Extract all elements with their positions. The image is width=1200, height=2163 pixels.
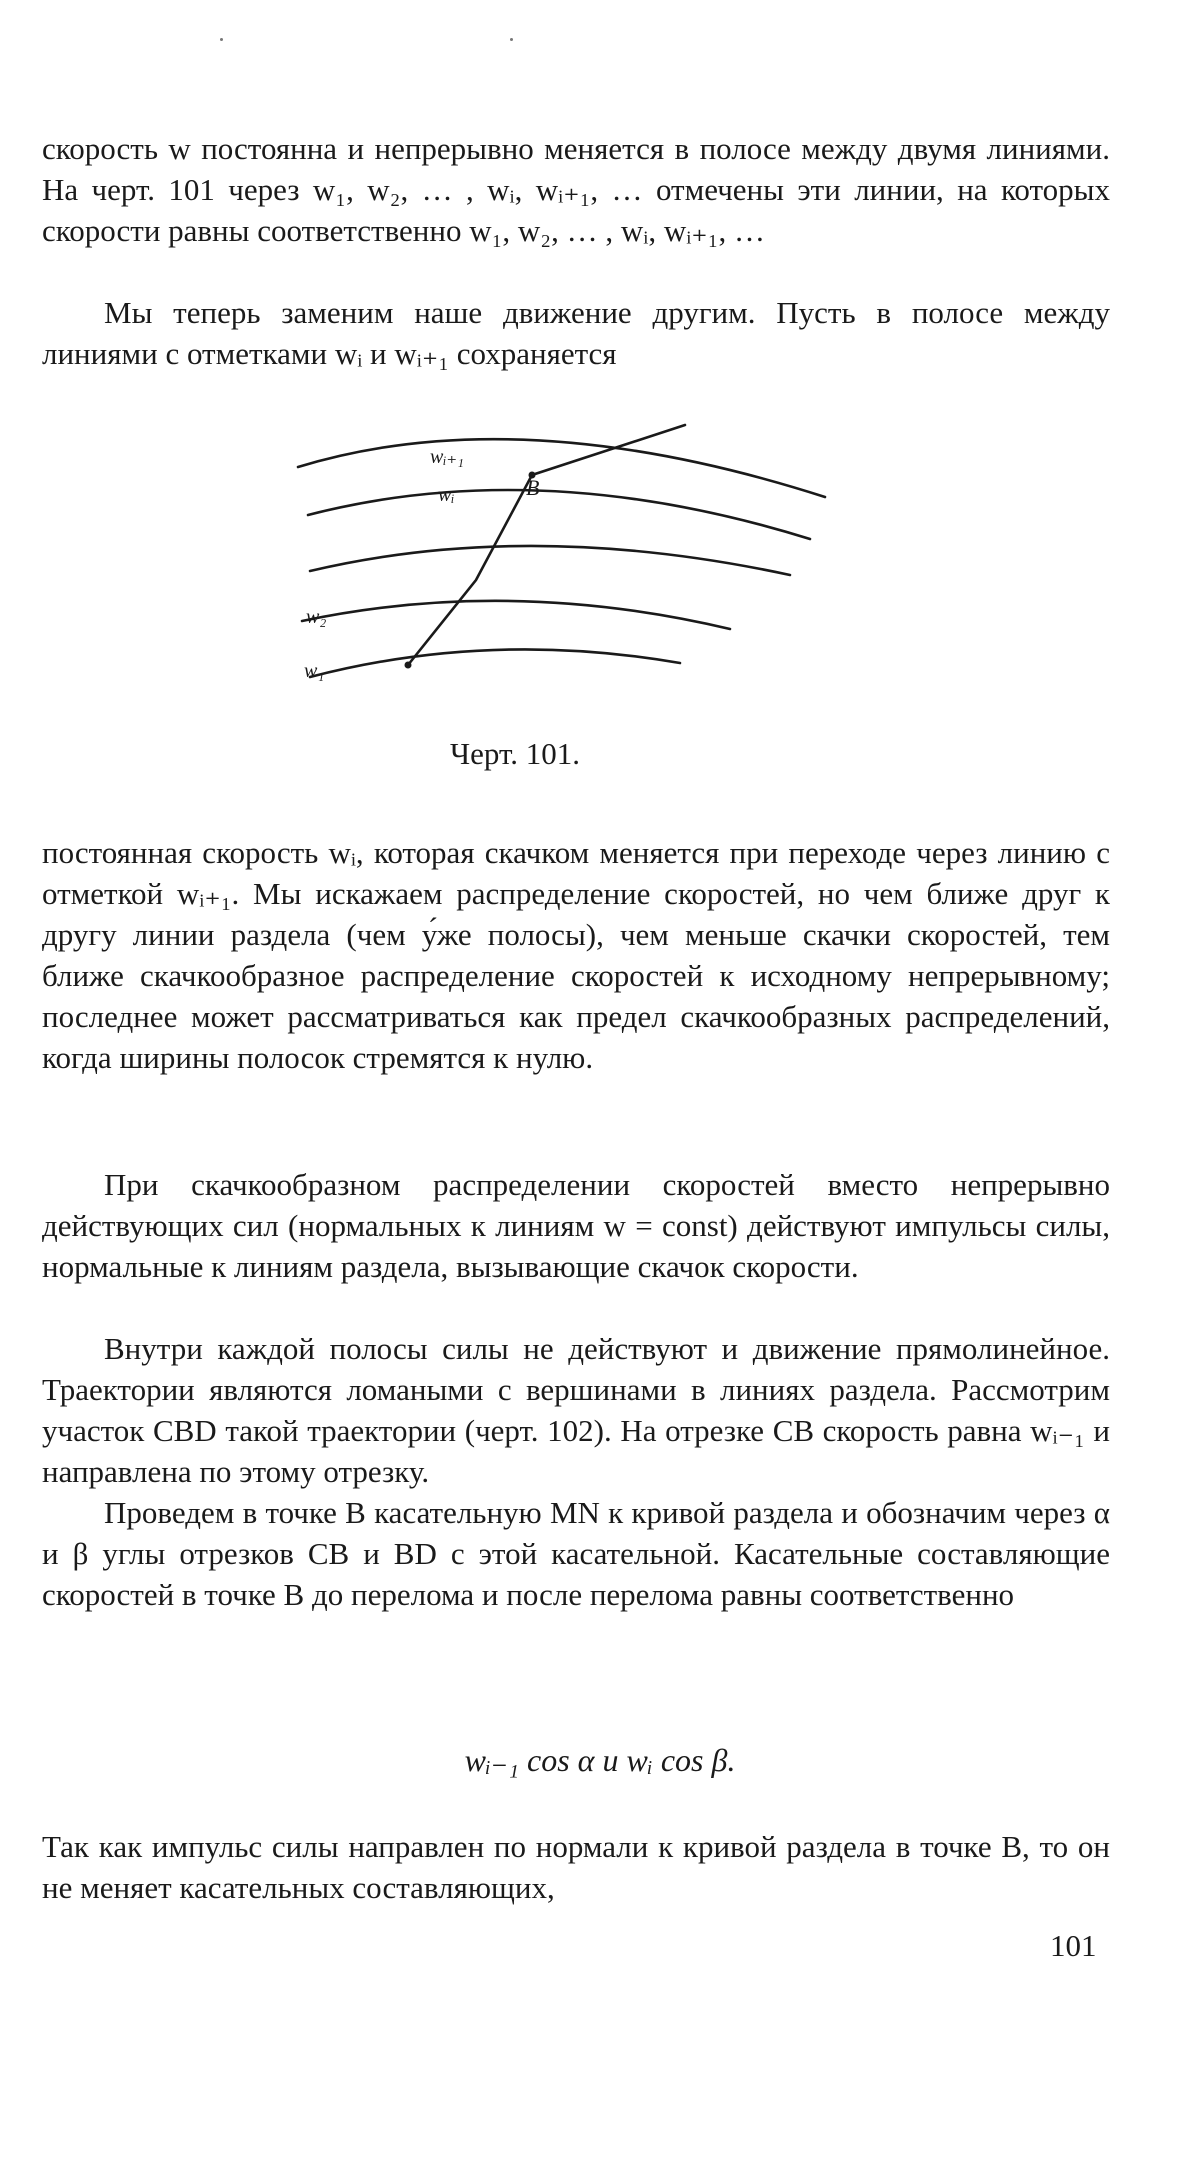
figure-label: B xyxy=(526,475,540,500)
point-marker xyxy=(405,662,412,669)
level-line-w-1 xyxy=(310,649,680,677)
scan-dot xyxy=(220,38,223,41)
paragraph: постоянная скорость wᵢ, которая скачком меняется при переходе через линию с отметкой wᵢ₊₁. Мы искажаем распределение скоростей, но чем ближе друг к другу линии раздела (чем у́же полосы), чем меньше скачки скоростей, тем ближе скачкообразное распределение скоростей к исходному непрерывному; последнее может рассматриваться как предел скачкообразных распределений, когда ширины полосок стремятся к нулю. xyxy=(42,835,1110,1075)
figure-label: w₁ xyxy=(304,660,325,682)
paragraph: При скачкообразном распределении скоростей вместо непрерывно действующих сил (нормальных к линиям w = const) действуют импульсы силы, нормальные к линиям раздела, вызывающие скачок скорости. xyxy=(42,1167,1110,1284)
formula: wᵢ₋₁ cos α и wᵢ cos β. xyxy=(464,1742,736,1778)
figure-label: wᵢ xyxy=(438,484,455,506)
top-scan-marks xyxy=(0,28,1200,38)
paragraph: скорость w постоянна и непрерывно меняется в полосе между двумя линиями. На черт. 101 через w₁, w₂, … , wᵢ, wᵢ₊₁, … отмечены эти линии, на которых скорости равны соответственно w₁, w₂, … , wᵢ, wᵢ₊₁, … xyxy=(42,131,1110,248)
level-line-3 xyxy=(310,546,790,575)
scan-dot xyxy=(510,38,513,41)
level-line-w-2 xyxy=(302,601,730,629)
figure-label: w₂ xyxy=(306,606,327,628)
paragraph: Мы теперь заменим наше движение другим. Пусть в полосе между линиями с отметками wᵢ и wᵢ₊₁ сохраняется xyxy=(42,295,1110,371)
figure-caption: Черт. 101. xyxy=(450,736,580,771)
paragraph: Так как импульс силы направлен по нормали к кривой раздела в точке B, то он не меняет касательных составляющих, xyxy=(42,1829,1110,1905)
page-number: 101 xyxy=(1050,1928,1097,1963)
paragraph: Проведем в точке B касательную MN к кривой раздела и обозначим через α и β углы отрезков CB и BD с этой касательной. Касательные составляющие скоростей в точке B до перелома и после перелома равны соответственно xyxy=(42,1495,1110,1612)
level-line-w-i xyxy=(308,490,810,539)
figure-101 xyxy=(290,415,860,715)
paragraph: Внутри каждой полосы силы не действуют и движение прямолинейное. Траектории являются ломаными с вершинами в линиях раздела. Рассмотрим участок CBD такой траектории (черт. 102). На отрезке CB скорость равна wᵢ₋₁ и направлена по этому отрезку. xyxy=(42,1331,1110,1489)
figure-label: wᵢ₊₁ xyxy=(430,446,465,468)
level-line-w-i-plus-1 xyxy=(298,439,825,497)
